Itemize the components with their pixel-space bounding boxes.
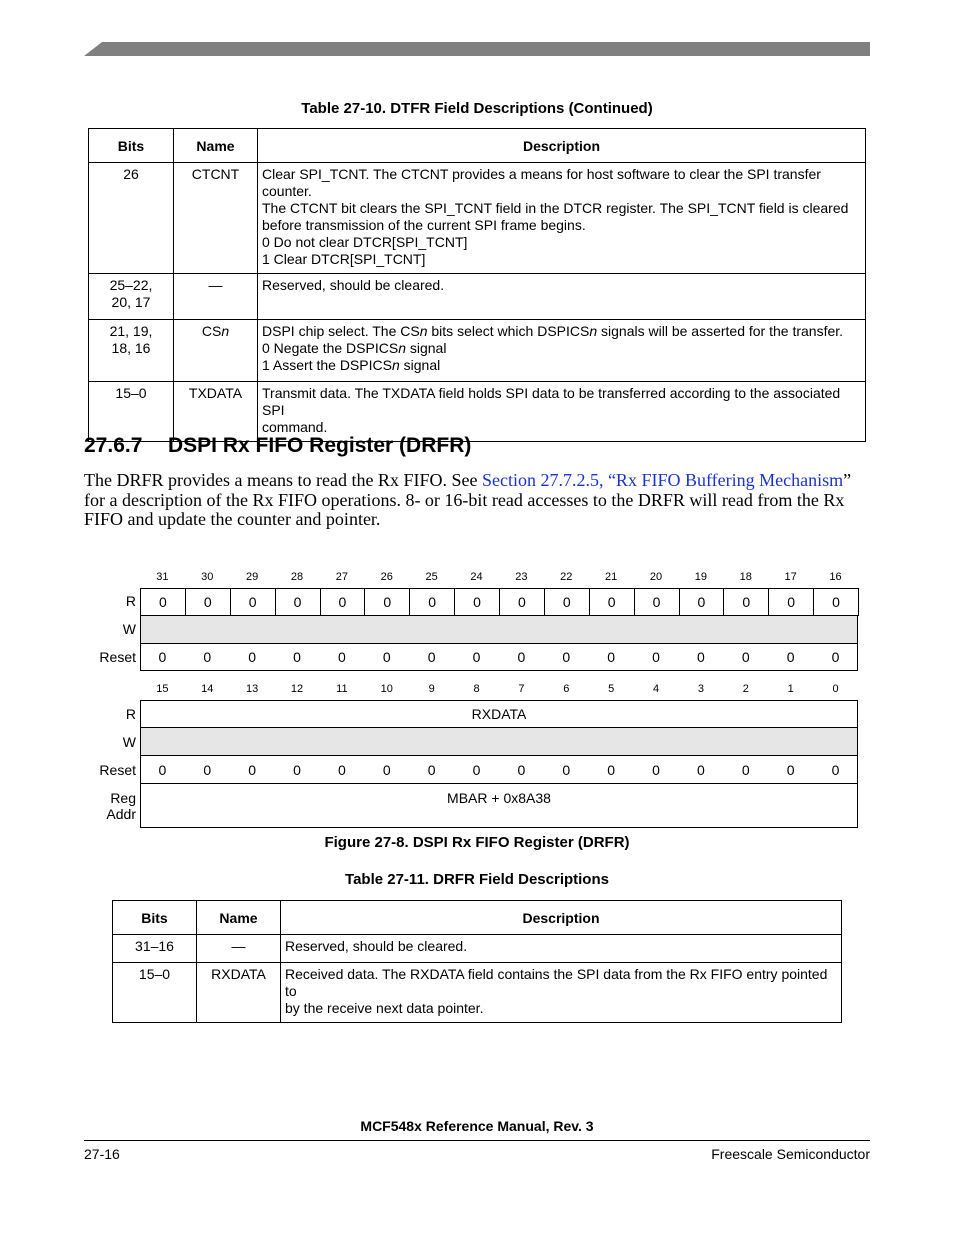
description-line: Clear SPI_TCNT. The CTCNT provides a means for host software to clear the SPI transfer counter. <box>262 166 821 199</box>
table-row <box>89 274 866 320</box>
bit-reset-value: 0 <box>248 649 257 665</box>
bit-number: 10 <box>380 683 393 695</box>
bit-number: 15 <box>156 683 169 695</box>
column-header: Name <box>174 129 258 163</box>
name-italic: n <box>221 323 230 339</box>
bit-read-value: 0 <box>409 588 455 616</box>
bit-reset-value: 0 <box>337 762 346 778</box>
text-run: The DRFR provides a means to read the Rx FIFO. See <box>84 470 482 490</box>
description-cell: Reserved, should be cleared. <box>281 935 842 963</box>
bit-reset-value: 0 <box>517 762 526 778</box>
text-run: bits select which DSPICS <box>427 323 590 339</box>
bits-cell <box>89 320 174 382</box>
bit-number: 25 <box>425 571 438 583</box>
bit-number: 6 <box>563 683 570 695</box>
figure-caption: Figure 27-8. DSPI Rx FIFO Register (DRFR) <box>324 834 630 851</box>
description-line <box>262 340 861 357</box>
bits-line: 21, 19, <box>109 323 153 339</box>
description-line <box>262 357 861 374</box>
bit-reset-value: 0 <box>607 649 616 665</box>
bit-reset-value: 0 <box>337 649 346 665</box>
upper-write-row <box>140 615 858 644</box>
bit-reset-value: 0 <box>696 762 705 778</box>
bit-reset-value: 0 <box>831 649 840 665</box>
register-address: MBAR + 0x8A38 <box>140 783 858 828</box>
bit-reset-value: 0 <box>562 762 571 778</box>
footer-divider <box>84 1140 870 1141</box>
bit-number: 11 <box>336 683 348 695</box>
bit-read-value: 0 <box>230 588 276 616</box>
name-cell: TXDATA <box>174 382 258 442</box>
bit-read-value: 0 <box>723 588 769 616</box>
bit-read-value: 0 <box>634 588 680 616</box>
description-line: command. <box>262 419 328 435</box>
description-line: before transmission of the current SPI frame begins. <box>262 217 586 233</box>
bit-reset-value: 0 <box>382 649 391 665</box>
bit-reset-value: 0 <box>786 762 795 778</box>
row-label-reset: Reset <box>99 649 136 665</box>
bit-number: 1 <box>787 683 794 695</box>
description-line: 1 Clear DTCR[SPI_TCNT] <box>262 251 426 267</box>
bit-number: 21 <box>605 571 618 583</box>
bit-reset-value: 0 <box>517 649 526 665</box>
bit-reset-value: 0 <box>203 649 212 665</box>
bit-reset-value: 0 <box>427 762 436 778</box>
bit-number: 31 <box>156 571 169 583</box>
text-run: n <box>419 323 428 339</box>
name-cell: RXDATA <box>197 963 281 1023</box>
footer-manual-title: MCF548x Reference Manual, Rev. 3 <box>360 1118 594 1134</box>
bits-cell: 31–16 <box>113 935 197 963</box>
row-label-reset: Reset <box>99 762 136 778</box>
bits-cell: 15–0 <box>113 963 197 1023</box>
text-run: DSPI chip select. The CS <box>262 323 420 339</box>
page-number: 27-16 <box>84 1146 120 1162</box>
bit-number: 30 <box>201 571 214 583</box>
bit-number: 5 <box>608 683 615 695</box>
bit-reset-value: 0 <box>786 649 795 665</box>
label-reg: Reg <box>110 790 136 806</box>
table-caption: Table 27-11. DRFR Field Descriptions <box>345 871 609 888</box>
bit-number: 7 <box>518 683 525 695</box>
lower-write-row <box>140 727 858 756</box>
upper-reset-row <box>140 643 858 671</box>
bit-number: 9 <box>428 683 435 695</box>
bit-number: 13 <box>246 683 259 695</box>
bit-reset-value: 0 <box>293 649 301 665</box>
text-run: ” for a description of the Rx FIFO operations. 8- or 16-bit read accesses to the DRFR will read from the Rx FIFO and update the counter and pointer. <box>84 470 852 529</box>
table-caption: Table 27-10. DTFR Field Descriptions (Continued) <box>301 100 653 117</box>
description-line: by the receive next data pointer. <box>285 1000 484 1016</box>
bit-number: 4 <box>652 683 660 695</box>
table-row <box>113 935 842 963</box>
drfr-field-table <box>112 900 842 1023</box>
bit-read-value: 0 <box>140 588 186 616</box>
table-row <box>113 963 842 1023</box>
section-number: 27.6.7 <box>84 434 143 457</box>
bit-number: 2 <box>742 683 749 695</box>
bits-line: 25–22, <box>109 277 153 293</box>
bit-number: 28 <box>290 571 304 583</box>
column-header: Bits <box>113 901 197 935</box>
section-link[interactable]: Section 27.7.2.5, “Rx FIFO Buffering Mechanism <box>481 470 844 490</box>
rxdata-field: RXDATA <box>140 700 858 728</box>
bit-read-value: 0 <box>768 588 814 616</box>
table-row <box>89 163 866 274</box>
description-cell: Reserved, should be cleared. <box>258 274 866 320</box>
bit-reset-value: 0 <box>652 649 660 665</box>
bit-number: 18 <box>739 571 752 583</box>
lower-reset-row <box>140 755 858 784</box>
description-line <box>262 323 861 340</box>
bit-reset-value: 0 <box>158 762 167 778</box>
row-label-reg-addr <box>106 790 136 822</box>
bit-reset-value: 0 <box>248 762 257 778</box>
bit-number: 24 <box>470 571 483 583</box>
description-line: Transmit data. The TXDATA field holds SPI data to be transferred according to the associated SPI <box>262 385 841 418</box>
bit-reset-value: 0 <box>831 762 840 778</box>
section-title: DSPI Rx FIFO Register (DRFR) <box>168 434 472 457</box>
label-addr: Addr <box>106 806 136 822</box>
text-run: n <box>391 357 400 373</box>
description-cell <box>258 382 866 442</box>
bit-number: 23 <box>515 571 528 583</box>
bit-read-value: 0 <box>275 588 321 616</box>
bit-reset-value: 0 <box>741 762 750 778</box>
description-line: Received data. The RXDATA field contains the SPI data from the Rx FIFO entry pointed to <box>285 966 828 999</box>
bits-cell <box>89 274 174 320</box>
bit-number: 0 <box>832 683 839 695</box>
row-label-r: R <box>125 706 136 722</box>
bit-number: 3 <box>697 683 704 695</box>
bit-read-value: 0 <box>813 588 859 616</box>
bit-read-value: 0 <box>499 588 545 616</box>
bit-reset-value: 0 <box>382 762 391 778</box>
name-cell <box>174 320 258 382</box>
bit-read-value: 0 <box>364 588 410 616</box>
text-run: 0 Negate the DSPICS <box>262 340 399 356</box>
bit-number: 17 <box>784 571 797 583</box>
column-header: Description <box>281 901 842 935</box>
header-bar <box>84 42 870 56</box>
bit-number: 19 <box>694 571 707 583</box>
row-label-w: W <box>122 734 136 750</box>
bit-reset-value: 0 <box>652 762 660 778</box>
bit-reset-value: 0 <box>562 649 571 665</box>
footer-company: Freescale Semiconductor <box>711 1146 870 1162</box>
description-line: The CTCNT bit clears the SPI_TCNT field in the DTCR register. The SPI_TCNT field is cleared <box>262 200 849 216</box>
bit-read-value: 0 <box>185 588 231 616</box>
bits-line: 18, 16 <box>111 340 151 356</box>
bits-line: 20, 17 <box>111 294 151 310</box>
column-header: Description <box>258 129 866 163</box>
bit-number: 14 <box>201 683 214 695</box>
name-cell: — <box>174 274 258 320</box>
table-row <box>89 320 866 382</box>
text-run: signal <box>399 357 441 373</box>
bit-number: 27 <box>335 571 348 583</box>
bit-read-value: 0 <box>320 588 366 616</box>
dtfr-field-table <box>88 128 866 442</box>
table-header-row <box>89 129 866 163</box>
description-line: 0 Do not clear DTCR[SPI_TCNT] <box>262 234 468 250</box>
text-run: n <box>398 340 406 356</box>
table-row <box>89 382 866 442</box>
column-header: Bits <box>89 129 174 163</box>
text-run: signal <box>405 340 447 356</box>
bits-cell: 15–0 <box>89 382 174 442</box>
bit-reset-value: 0 <box>427 649 436 665</box>
bit-reset-value: 0 <box>607 762 616 778</box>
bit-number: 16 <box>829 571 842 583</box>
description-cell <box>258 163 866 274</box>
bit-reset-value: 0 <box>472 762 481 778</box>
description-cell <box>281 963 842 1023</box>
text-run: signals will be asserted for the transfer. <box>597 323 844 339</box>
bit-reset-value: 0 <box>472 649 481 665</box>
bit-reset-value: 0 <box>158 649 167 665</box>
body-paragraph <box>84 471 874 530</box>
row-label-r: R <box>125 593 136 609</box>
bit-read-value: 0 <box>679 588 725 616</box>
name-cell: — <box>197 935 281 963</box>
bit-reset-value: 0 <box>203 762 212 778</box>
row-label-w: W <box>122 621 136 637</box>
section-heading <box>84 434 471 458</box>
text-run: 1 Assert the DSPICS <box>262 357 392 373</box>
bit-number: 22 <box>560 571 573 583</box>
bit-read-value: 0 <box>544 588 590 616</box>
description-cell <box>258 320 866 382</box>
bit-number: 12 <box>290 683 304 695</box>
bit-reset-value: 0 <box>293 762 301 778</box>
column-header: Name <box>197 901 281 935</box>
bit-number: 20 <box>649 571 663 583</box>
bit-read-value: 0 <box>454 588 500 616</box>
bit-reset-value: 0 <box>741 649 750 665</box>
bit-number: 8 <box>473 683 480 695</box>
text-run: n <box>589 323 598 339</box>
bit-number: 29 <box>246 571 259 583</box>
name-text: CS <box>201 323 222 339</box>
bit-read-value: 0 <box>589 588 635 616</box>
bit-number: 26 <box>380 571 393 583</box>
bit-reset-value: 0 <box>696 649 705 665</box>
table-header-row <box>113 901 842 935</box>
bits-cell: 26 <box>89 163 174 274</box>
name-cell: CTCNT <box>174 163 258 274</box>
